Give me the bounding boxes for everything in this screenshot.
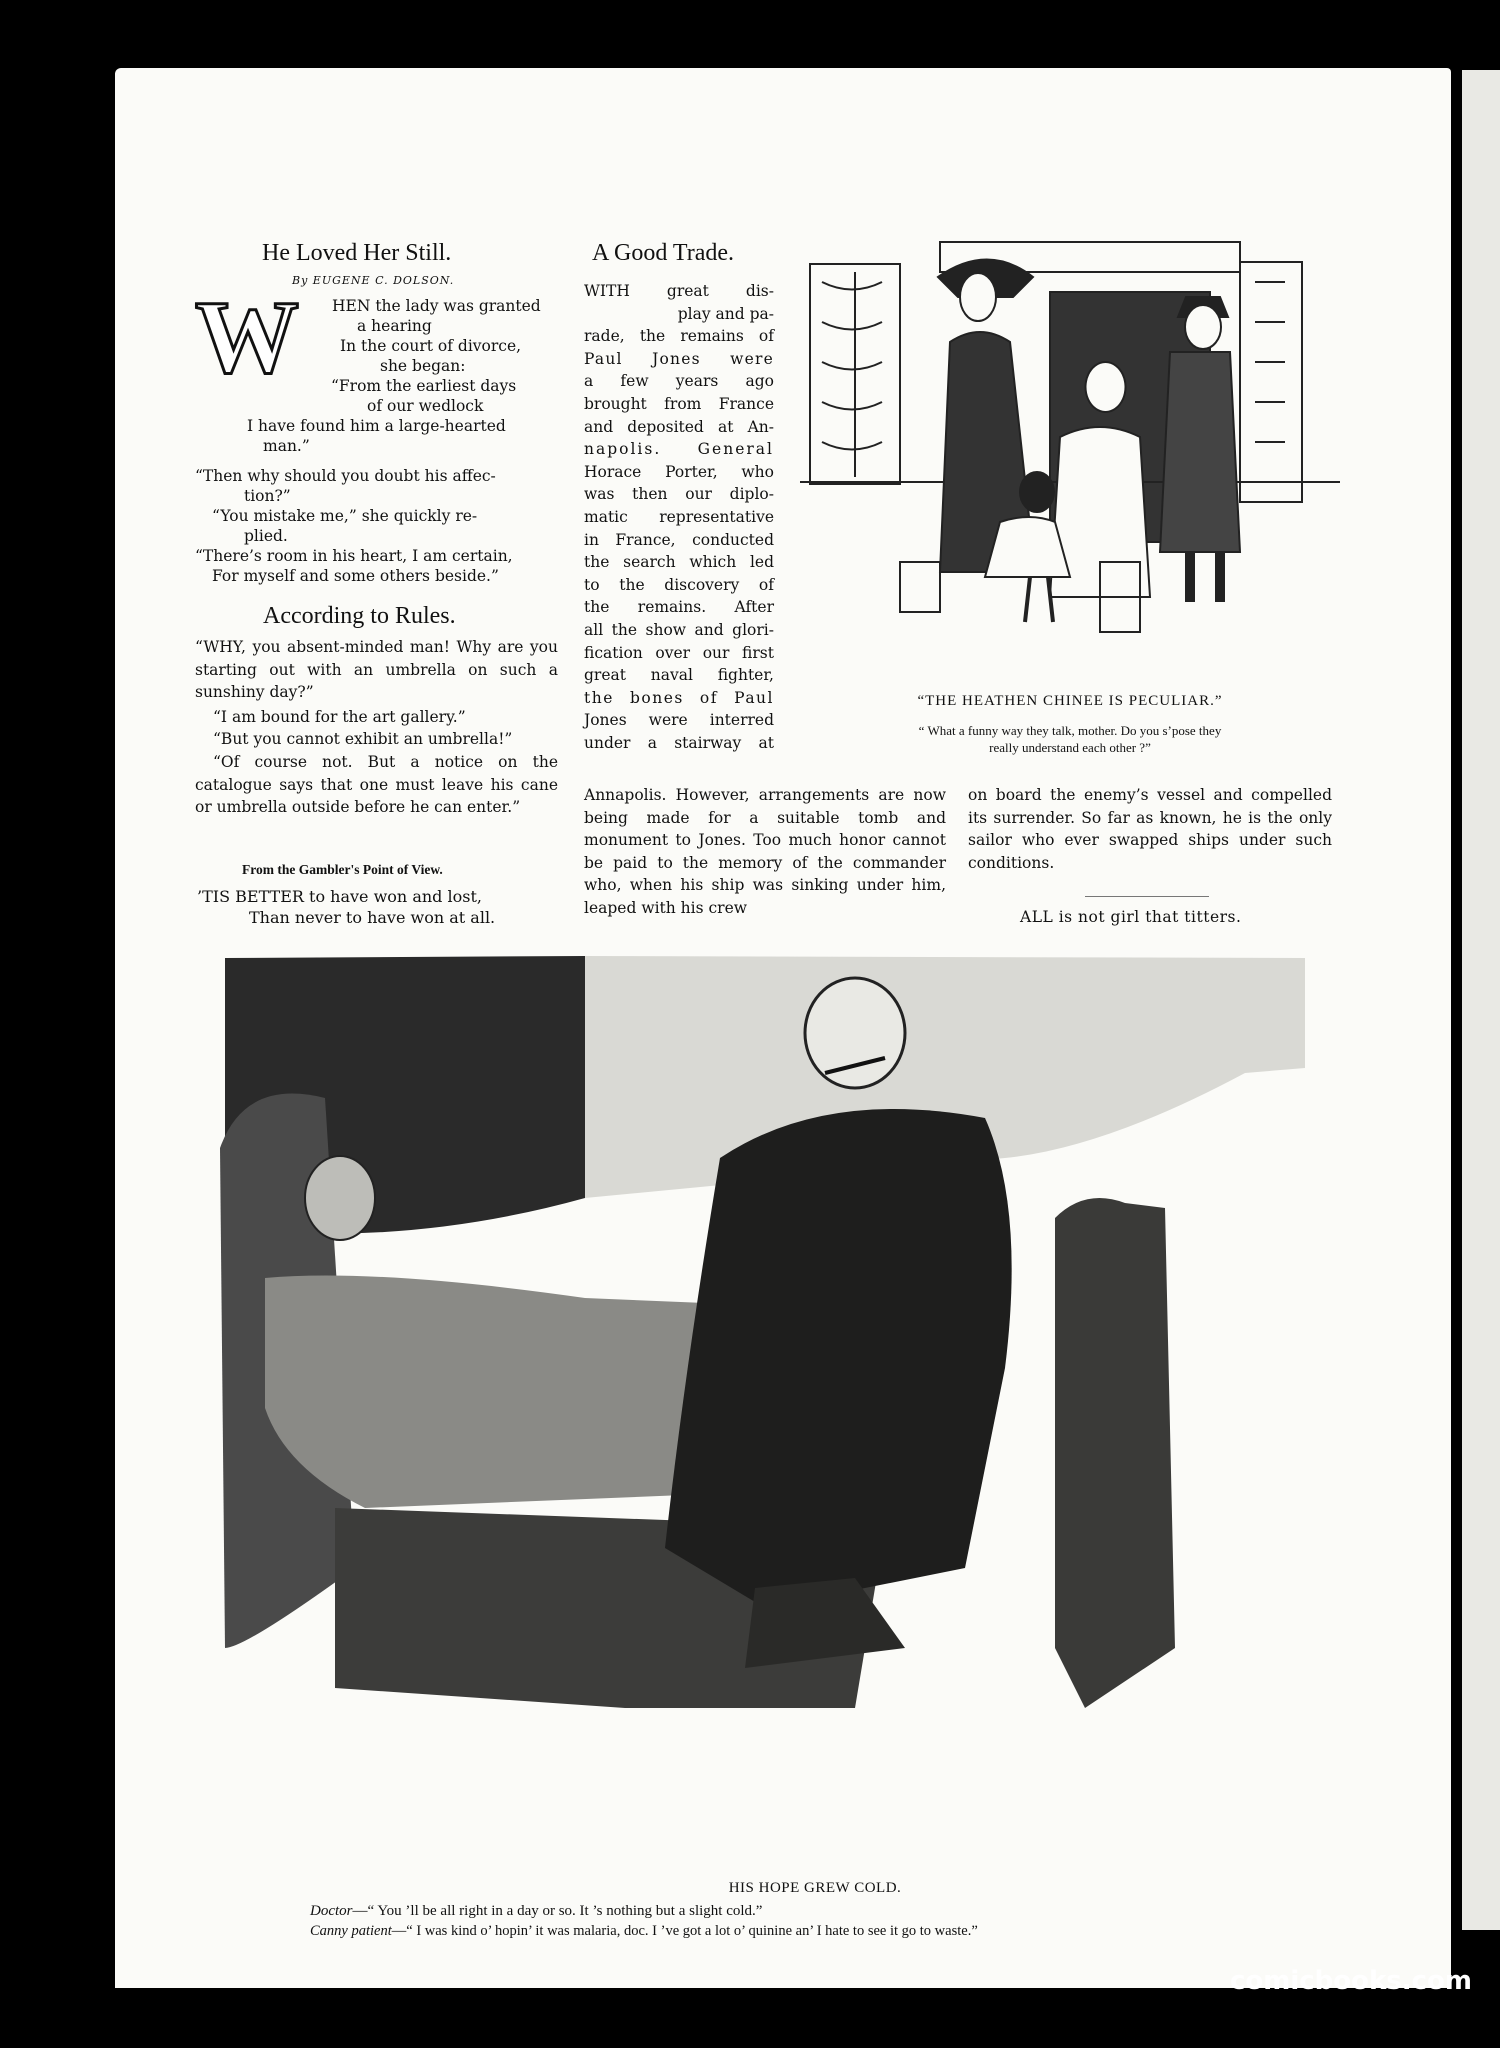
shopkeeper-head: [1086, 362, 1126, 412]
article-line: fication over our first: [584, 643, 774, 662]
site-watermark: comicbooks.com: [1229, 1966, 1472, 1996]
article-line: the bones of Paul: [584, 688, 774, 707]
poem-line: “From the earliest days: [331, 377, 517, 395]
poem-line: man.”: [263, 437, 310, 455]
article-line: Paul Jones were: [584, 349, 774, 368]
article-line: Horace Porter, who: [584, 462, 774, 481]
dialogue-line: [310, 1921, 1320, 1941]
man-figure: [1160, 352, 1240, 552]
verse-line: ’TIS BETTER to have won and lost,: [197, 887, 482, 906]
doctor-head: [805, 978, 905, 1088]
article-narrow-column: [584, 280, 774, 754]
poem-body: [195, 296, 560, 586]
article-line: brought from France: [584, 394, 774, 413]
article-continued: on board the enemy’s vessel and compelled its surrender. So far as known, he is the only sailor who ever swapped ships under such conditions.: [968, 786, 1332, 872]
lady-head: [960, 273, 996, 321]
man-head: [1185, 305, 1221, 349]
shop-sign-right: [1240, 262, 1302, 502]
poem-byline: By EUGENE C. DOLSON.: [292, 274, 455, 287]
speaker-name: Doctor: [310, 1903, 353, 1919]
cartoon-chinatown: [800, 232, 1340, 682]
poem-line: In the court of divorce,: [340, 337, 522, 355]
poem-line: “Then why should you doubt his affec-: [195, 467, 496, 485]
poem-line: “You mistake me,” she quickly re-: [212, 507, 478, 525]
joke-title: From the Gambler's Point of View.: [242, 862, 443, 877]
article-line: play and pa-: [677, 304, 774, 323]
patient-head: [305, 1156, 375, 1240]
cartoon-subcaption: “ What a funny way they talk, mother. Do you s’pose they: [918, 723, 1222, 738]
poem-line: she began:: [380, 357, 466, 375]
poem-line: I have found him a large-hearted: [247, 417, 506, 435]
article-line: Jones were interred: [584, 711, 774, 730]
joke-paragraph: “WHY, you absent-minded man! Why are you starting out with an umbrella on such a sunshiny day?”: [195, 638, 558, 702]
stool: [900, 562, 940, 612]
footboard-with-clothes: [1055, 1198, 1175, 1708]
drop-cap: W: [195, 280, 299, 395]
dialogue-line: [310, 1901, 1310, 1921]
poem-line: For myself and some others beside.”: [212, 567, 499, 585]
poem-line: “There’s room in his heart, I am certain,: [195, 547, 513, 565]
dialogue-text: —“ I was kind o’ hopin’ it was malaria, doc. I ’ve got a lot o’ quinine an’ I hate to see it go to waste.”: [391, 1923, 978, 1939]
article-line: and deposited at An-: [584, 417, 774, 436]
cartoon-caption: “THE HEATHEN CHINEE IS PECULIAR.”: [917, 693, 1223, 709]
joke-paragraph: “Of course not. But a notice on the catalogue says that one must leave his cane or umbrella outside before he can enter.”: [195, 752, 558, 817]
verse-line: Than never to have won at all.: [249, 908, 496, 927]
article-title: A Good Trade.: [592, 240, 735, 266]
cartoon-subcaption: really understand each other ?”: [989, 740, 1151, 755]
poem-line: HEN the lady was granted: [332, 297, 541, 315]
poem-title: He Loved Her Still.: [262, 240, 452, 266]
article-line: the remains. After: [584, 598, 774, 617]
poem-line: tion?”: [244, 487, 291, 505]
poem-line: a hearing: [357, 317, 432, 335]
article-line: rade, the remains of: [584, 327, 774, 346]
joke-paragraph: “But you cannot exhibit an umbrella!”: [213, 730, 513, 749]
article-line: WITH great dis-: [584, 282, 774, 300]
speaker-name: Canny patient: [310, 1923, 392, 1939]
joke-verse: [197, 886, 562, 928]
doctor-coat: [665, 1109, 1012, 1608]
article-line: was then our diplo-: [584, 485, 774, 504]
article-line: a few years ago: [584, 372, 774, 391]
article-line: the search which led: [584, 553, 774, 572]
poem-line: plied.: [244, 527, 288, 545]
poem-line: of our wedlock: [367, 397, 484, 415]
divider: [1085, 896, 1209, 897]
article-line: in France, conducted: [584, 530, 774, 549]
dialogue-text: —“ You ’ll be all right in a day or so. It ’s nothing but a slight cold.”: [352, 1903, 763, 1919]
article-line: under a stairway at: [584, 733, 774, 752]
article-continued: Annapolis. However, arrangements are now being made for a suitable tomb and monument to Jones. Too much honor cannot be paid to the memory of the commander who, when his ship was sinking under him, leaped with his crew: [584, 786, 946, 917]
adjacent-page-edge: [1462, 70, 1500, 1930]
joke-body: [195, 636, 558, 819]
cartoon-caption: HIS HOPE GREW COLD.: [728, 1880, 902, 1896]
joke-title: According to Rules.: [263, 603, 456, 629]
article-line: matic representative: [584, 507, 774, 526]
joke-paragraph: “I am bound for the art gallery.”: [213, 707, 466, 726]
article-line: napolis. General: [584, 440, 774, 459]
article-line: to the discovery of: [584, 575, 774, 594]
article-line: great naval fighter,: [584, 666, 774, 685]
article-line: all the show and glori-: [584, 620, 774, 639]
filler-line: ALL is not girl that titters.: [1020, 908, 1242, 926]
child-head: [1020, 472, 1054, 512]
